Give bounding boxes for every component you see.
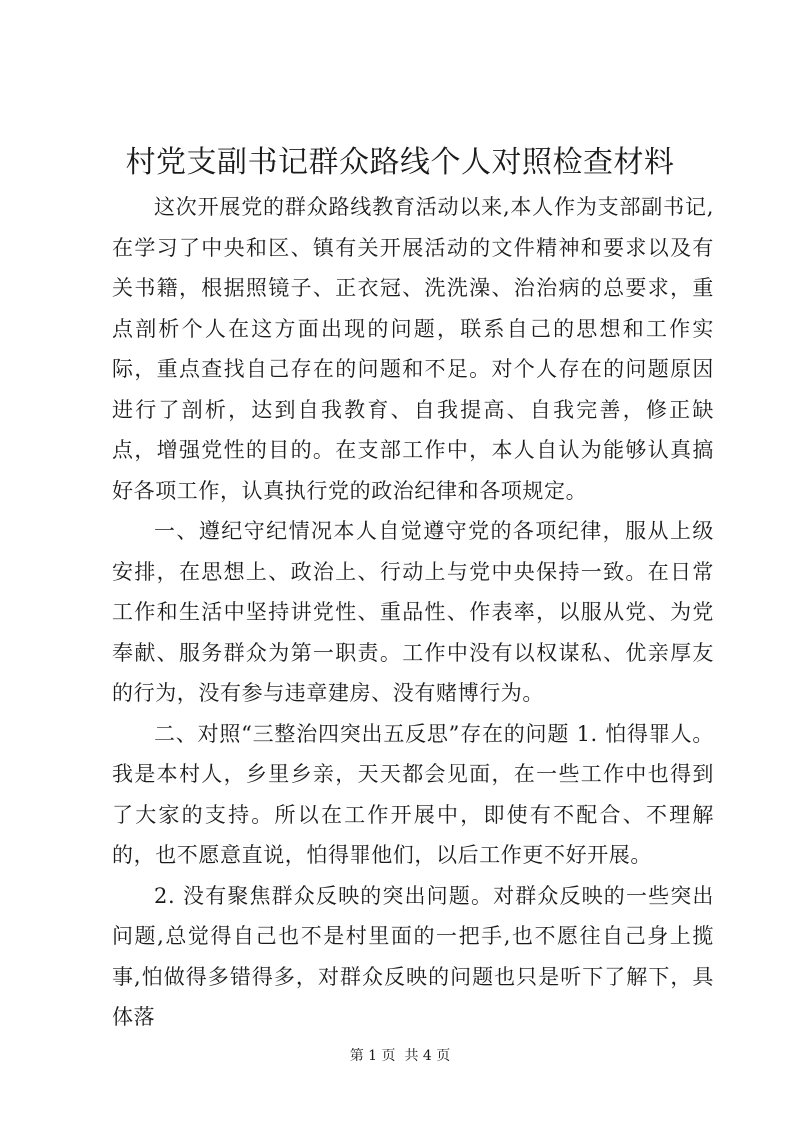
paragraph-focus: 2. 没有聚焦群众反映的突出问题。对群众反映的一些突出问题,总觉得自己也不是村里面的一把手,也不愿往自己身上揽事,怕做得多错得多，对群众反映的问题也只是听下了解下，具体落 (112, 883, 714, 1029)
document-body (112, 187, 714, 1038)
page-number: 第 1 页 共 4 页 (349, 1048, 451, 1064)
page-title: 村党支副书记群众路线个人对照检查材料 (125, 145, 675, 180)
paragraph-discipline: 一、遵纪守纪情况本人自觉遵守党的各项纪律，服从上级安排，在思想上、政治上、行动上与党中央保持一致。在日常工作和生活中坚持讲党性、重品性、作表率，以服从党、为党奉献、服务群众为第一职责。工作中没有以权谋私、优亲厚友的行为，没有参与违章建房、没有赌博行为。 (112, 519, 714, 705)
paragraph-problems: 二、对照“三整治四突出五反思”存在的问题 1. 怕得罪人。我是本村人，乡里乡亲，天天都会见面，在一些工作中也得到了大家的支持。所以在工作开展中，即使有不配合、不理解的，也不愿意直说，怕得罪他们，以后工作更不好开展。 (112, 721, 714, 867)
paragraph-intro: 这次开展党的群众路线教育活动以来,本人作为支部副书记,在学习了中央和区、镇有关开展活动的文件精神和要求以及有关书籍，根据照镜子、正衣冠、洗洗澡、治治病的总要求，重点剖析个人在这方面出现的问题，联系自己的思想和工作实际，重点查找自己存在的问题和不足。对个人存在的问题原因进行了剖析，达到自我教育、自我提高、自我完善，修正缺点，增强党性的目的。在支部工作中，本人自认为能够认真搞好各项工作，认真执行党的政治纪律和各项规定。 (112, 195, 714, 503)
page-footer (0, 1046, 800, 1066)
